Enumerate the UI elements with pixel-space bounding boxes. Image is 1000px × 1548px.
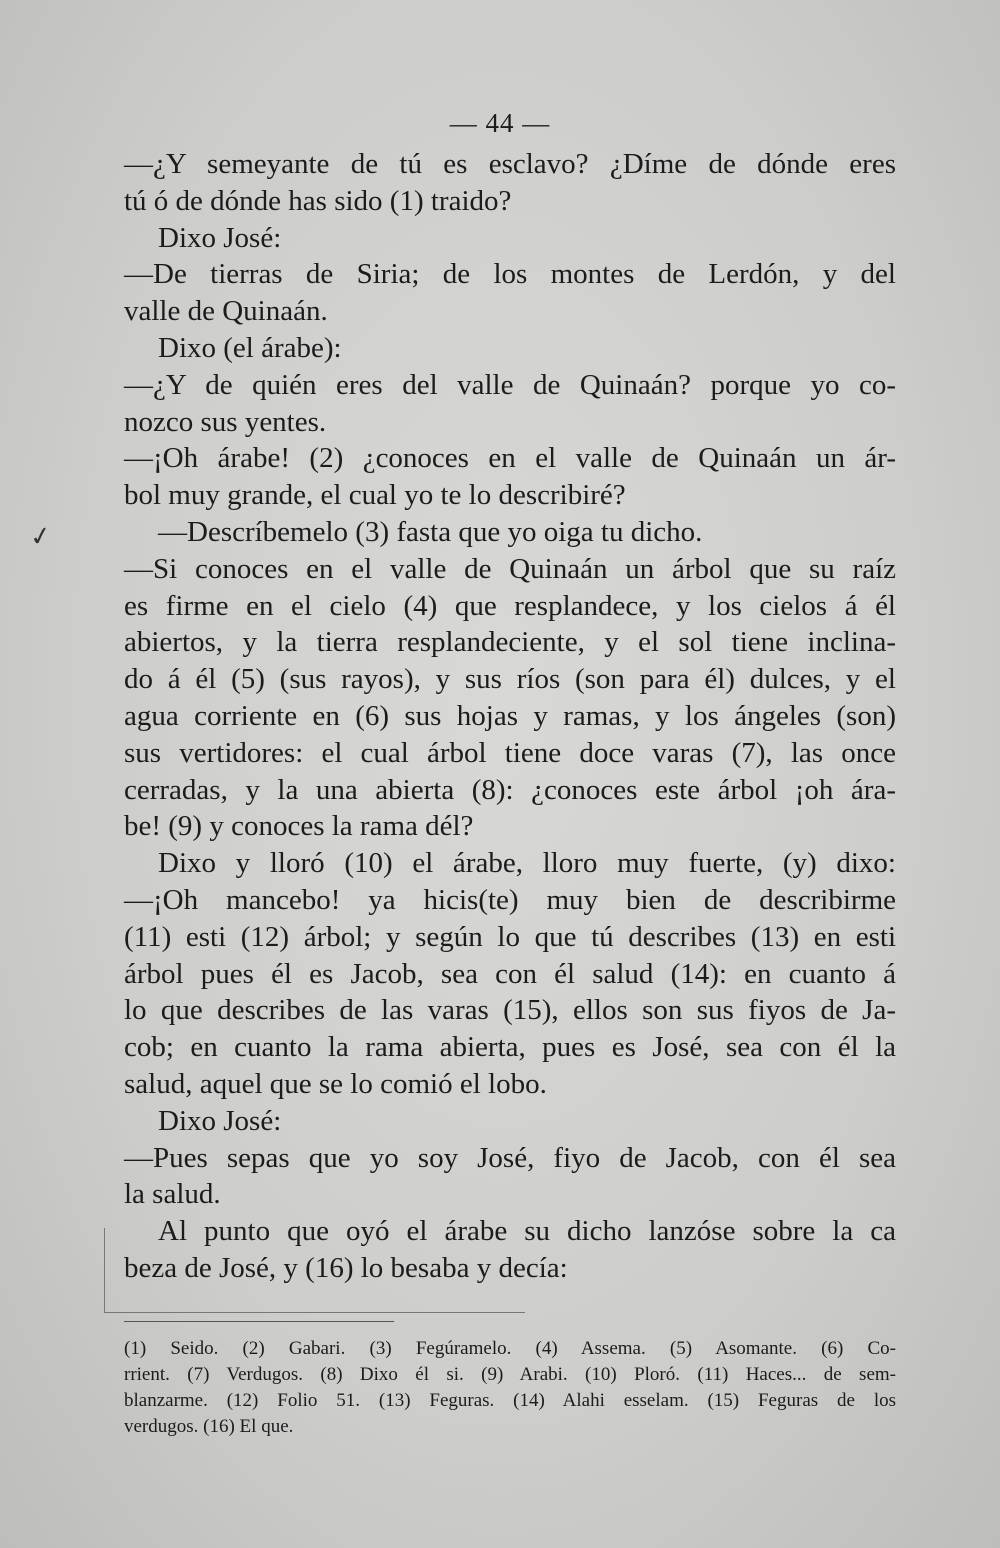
text-line: —¿Y de quién eres del valle de Quinaán? porque yo co-: [124, 368, 896, 401]
text-line: be! (9) y conoces la rama dél?: [124, 810, 474, 843]
text-line: Al punto que oyó el árabe su dicho lanzóse sobre la ca: [158, 1215, 896, 1248]
text-line: es firme en el cielo (4) que resplandece, y los cielos á él: [124, 589, 896, 622]
footnote-divider: [124, 1321, 394, 1322]
footnote-line: blanzarme. (12) Folio 51. (13) Feguras. (14) Alahi esselam. (15) Feguras de los: [124, 1390, 896, 1411]
text-line: bol muy grande, el cual yo te lo describiré?: [124, 479, 626, 512]
text-line: salud, aquel que se lo comió el lobo.: [124, 1067, 547, 1100]
footnote-line: (1) Seido. (2) Gabari. (3) Fegúramelo. (4) Assema. (5) Asomante. (6) Co-: [124, 1338, 896, 1359]
text-line: —De tierras de Siria; de los montes de Lerdón, y del: [124, 258, 896, 291]
text-line: Dixo José:: [158, 221, 282, 254]
footnote-line: verdugos. (16) El que.: [124, 1416, 294, 1437]
page-number: — 44 —: [449, 108, 551, 138]
text-line: cob; en cuanto la rama abierta, pues es José, sea con él la: [124, 1031, 896, 1064]
body-text: [124, 146, 896, 1287]
text-line: valle de Quinaán.: [124, 295, 328, 328]
text-line: —Pues sepas que yo soy José, fiyo de Jacob, con él sea: [124, 1141, 896, 1174]
text-line: (11) esti (12) árbol; y según lo que tú describes (13) en esti: [124, 920, 896, 953]
text-line: beza de José, y (16) lo besaba y decía:: [124, 1251, 568, 1284]
text-line: abiertos, y la tierra resplandeciente, y el sol tiene inclina-: [124, 626, 896, 659]
text-line: —Si conoces en el valle de Quinaán un árbol que su raíz: [124, 552, 896, 585]
text-line: Dixo (el árabe):: [158, 331, 342, 364]
text-line: Dixo José:: [158, 1104, 282, 1137]
text-line: sus vertidores: el cual árbol tiene doce varas (7), las once: [124, 736, 896, 769]
footnote-line: rrient. (7) Verdugos. (8) Dixo él si. (9) Arabi. (10) Ploró. (11) Haces... de sem-: [124, 1364, 896, 1385]
text-line: nozco sus yentes.: [124, 405, 327, 438]
text-line: la salud.: [124, 1178, 221, 1211]
margin-check-mark: ✓: [27, 520, 55, 553]
text-line: árbol pues él es Jacob, sea con él salud (14): en cuanto á: [124, 957, 896, 990]
text-line: agua corriente en (6) sus hojas y ramas, y los ángeles (son): [124, 699, 896, 732]
text-line: tú ó de dónde has sido (1) traido?: [124, 184, 512, 217]
text-line: —¡Oh mancebo! ya hicis(te) muy bien de describirme: [124, 883, 896, 916]
text-line: lo que describes de las varas (15), ellos son sus fiyos de Ja-: [124, 994, 896, 1027]
text-line: cerradas, y la una abierta (8): ¿conoces este árbol ¡oh ára-: [124, 773, 896, 806]
text-line: do á él (5) (sus rayos), y sus ríos (son para él) dulces, y el: [124, 663, 896, 696]
text-line: —¡Oh árabe! (2) ¿conoces en el valle de Quinaán un ár-: [124, 442, 896, 475]
text-line: Dixo y lloró (10) el árabe, lloro muy fuerte, (y) dixo:: [158, 847, 896, 880]
text-line: —¿Y semeyante de tú es esclavo? ¿Díme de dónde eres: [124, 148, 896, 180]
text-line: —Descríbemelo (3) fasta que yo oiga tu dicho.: [158, 515, 703, 548]
footnotes: [124, 1336, 896, 1440]
